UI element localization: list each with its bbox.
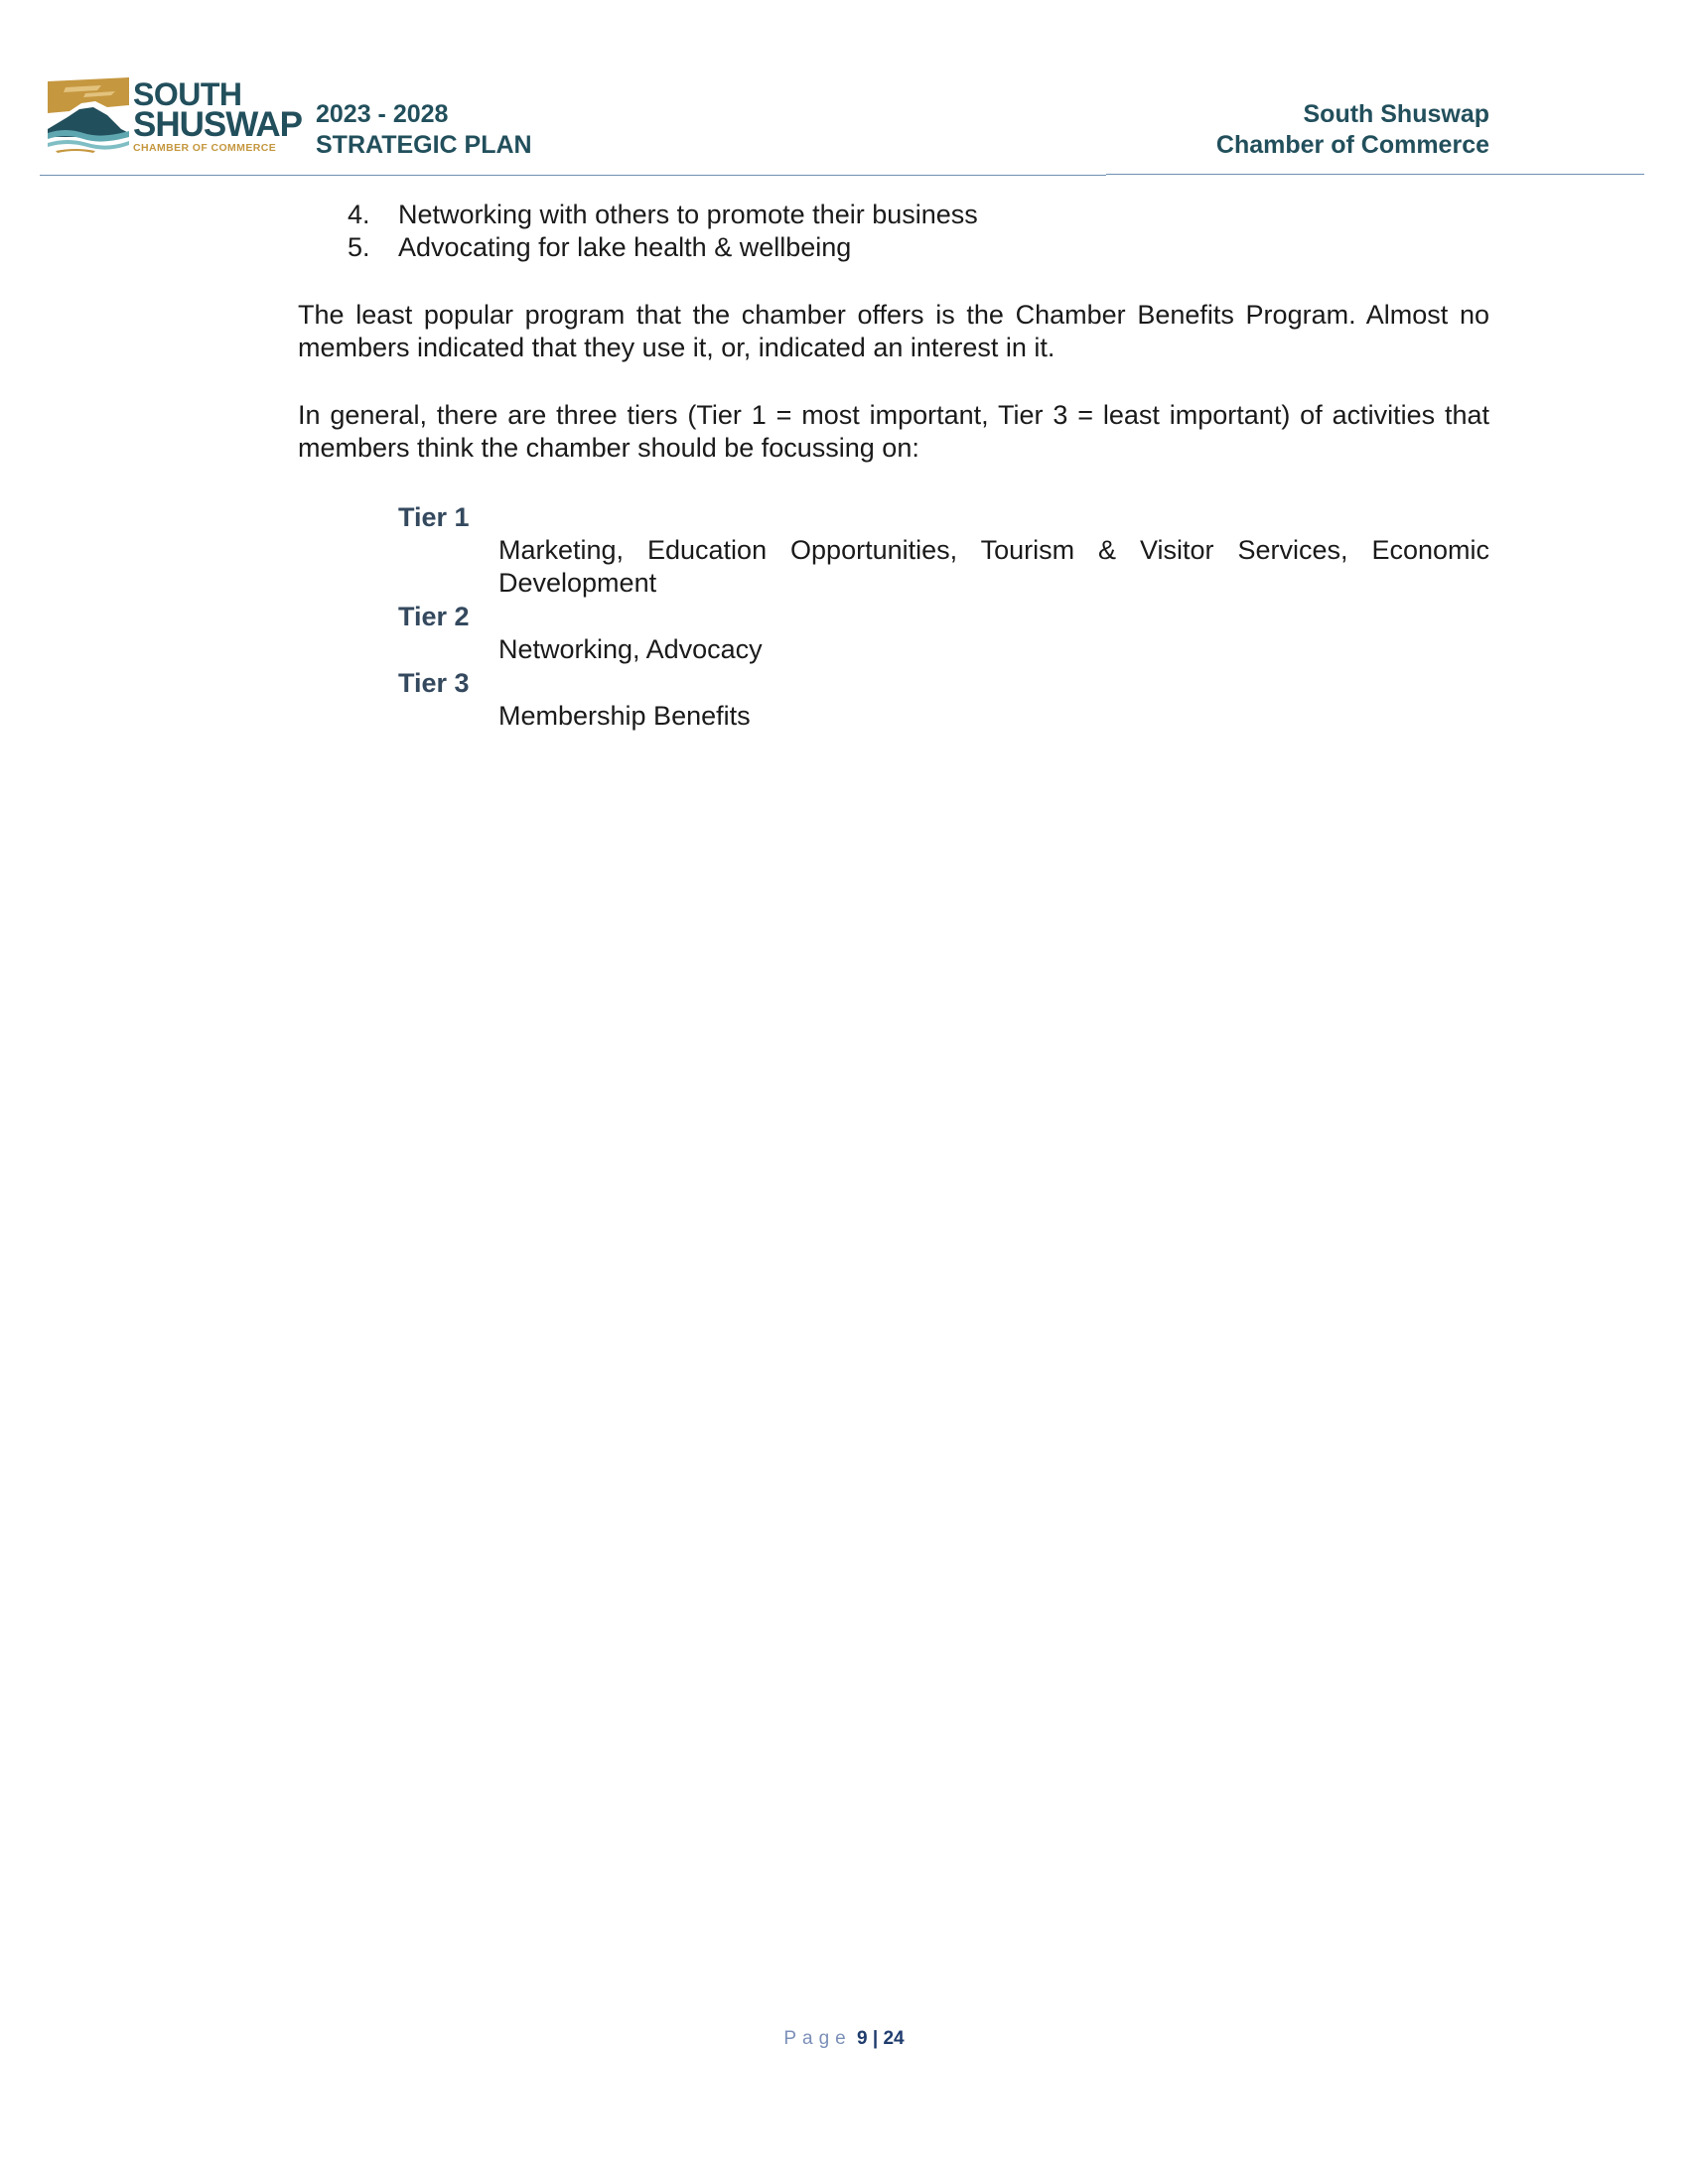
list-item-text: Networking with others to promote their business (398, 200, 978, 229)
tier-3-description: Membership Benefits (498, 701, 751, 731)
list-item (298, 231, 1489, 264)
list-item-number: 5. (348, 232, 370, 262)
header-divider-left (40, 175, 1106, 176)
page-word: Page (783, 2028, 852, 2049)
tier-2-description: Networking, Advocacy (498, 634, 763, 664)
numbered-list (298, 199, 1489, 264)
plan-title (316, 99, 532, 161)
paragraph-least-popular: The least popular program that the chamber offers is the Chamber Benefits Program. Almost no members indicated that they use it, or, indicated an interest in it. (298, 300, 1489, 362)
tier-list (298, 500, 1489, 733)
list-item-text: Advocating for lake health & wellbeing (398, 232, 852, 262)
org-name-line2: Chamber of Commerce (1215, 131, 1489, 159)
page-content (298, 199, 1489, 733)
chamber-logo (46, 76, 302, 157)
logo-line-south: SOUTH (133, 76, 242, 112)
tier-2-label: Tier 2 (398, 602, 470, 631)
page-total-number: 24 (883, 2028, 905, 2049)
paragraph-tiers-intro: In general, there are three tiers (Tier 1 = most important, Tier 3 = least important) of activities that members think the chamber should be focussing on: (298, 400, 1489, 463)
tier-1-label: Tier 1 (398, 502, 470, 532)
plan-name: STRATEGIC PLAN (316, 131, 532, 159)
page-footer (0, 2027, 1688, 2051)
list-item (298, 199, 1489, 231)
logo-mark-icon (46, 77, 135, 157)
logo-line-shuswap: SHUSWAP (133, 105, 302, 144)
plan-years: 2023 - 2028 (316, 100, 449, 128)
tier-1-description: Marketing, Education Opportunities, Tourism & Visitor Services, Economic Development (498, 535, 1489, 598)
org-name-line1: South Shuswap (1303, 100, 1489, 128)
page-current-number: 9 (857, 2028, 868, 2049)
organization-name (1216, 99, 1489, 161)
page-header (0, 0, 1688, 179)
logo-wordmark (133, 76, 302, 155)
page-separator: | (872, 2028, 879, 2049)
tier-3-label: Tier 3 (398, 668, 470, 698)
logo-line-chamber: CHAMBER OF COMMERCE (133, 142, 277, 154)
header-divider-right (1106, 174, 1644, 175)
list-item-number: 4. (348, 200, 370, 229)
